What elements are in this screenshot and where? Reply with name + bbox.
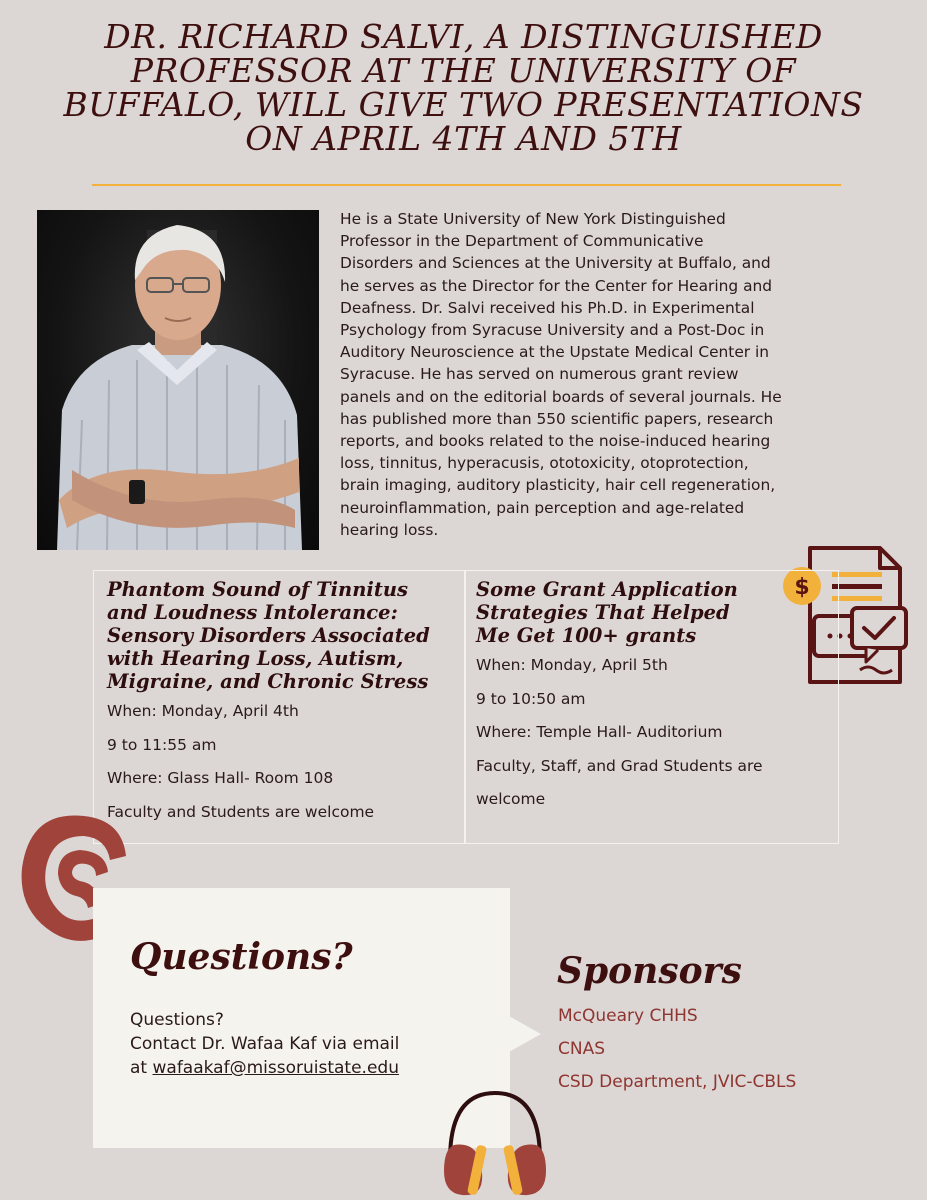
session-1-time: 9 to 11:55 am: [107, 735, 217, 754]
sponsor-item: CNAS: [558, 1039, 606, 1059]
sponsor-item: CSD Department, JVIC-CBLS: [558, 1072, 797, 1092]
headline-line-1: DR. RICHARD SALVI, A DISTINGUISHED: [104, 17, 823, 56]
session-2-audience: Faculty, Staff, and Grad Students are: [476, 756, 763, 775]
bio-line: Syracuse. He has served on numerous grant review: [340, 365, 739, 384]
portrait-photo: [37, 210, 319, 550]
sessions-divider: [464, 571, 466, 843]
bio-paragraph: [340, 208, 860, 541]
session-2-title-line: Some Grant Application: [476, 578, 738, 601]
bio-line: neuroinflammation, pain perception and age-related: [340, 498, 745, 517]
headphones-icon: [440, 1085, 550, 1200]
headline-line-2: PROFESSOR AT THE UNIVERSITY OF: [130, 51, 797, 90]
session-1-where: Where: Glass Hall- Room 108: [107, 769, 334, 788]
questions-line-2: Contact Dr. Wafaa Kaf via email: [130, 1034, 400, 1054]
bio-line: Disorders and Sciences at the University at Buffalo, and: [340, 254, 771, 273]
bio-line: he serves as the Director for the Center for Hearing and: [340, 276, 773, 295]
session-1-title-line: Phantom Sound of Tinnitus: [107, 578, 408, 601]
questions-heading: Questions?: [130, 936, 353, 978]
session-1-when: When: Monday, April 4th: [107, 702, 299, 720]
session-2: [476, 578, 776, 817]
callout-pointer: [509, 1016, 541, 1052]
portrait-illustration: [37, 210, 319, 550]
session-1-title-line: Migraine, and Chronic Stress: [107, 670, 429, 693]
questions-line-3: [130, 1056, 500, 1080]
session-1-audience: Faculty and Students are welcome: [107, 802, 375, 821]
bio-line: brain imaging, auditory plasticity, hair cell regeneration,: [340, 476, 776, 495]
headline-line-3: BUFFALO, WILL GIVE TWO PRESENTATIONS: [63, 85, 864, 124]
sessions-box: [93, 570, 839, 844]
bio-line: has published more than 550 scientific papers, research: [340, 409, 774, 428]
bio-line: Professor in the Department of Communicative: [340, 232, 704, 251]
session-1-title-line: Sensory Disorders Associated: [107, 624, 430, 647]
sponsors-heading: Sponsors: [557, 950, 742, 992]
session-2-title: [476, 578, 776, 647]
questions-text: [130, 1008, 500, 1080]
dollar-sign: $: [794, 575, 810, 600]
bio-line: Psychology from Syracuse University and a Post-Doc in: [340, 321, 765, 340]
sponsors-list: [558, 1000, 898, 1099]
gold-divider: [92, 184, 841, 186]
bio-line: reports, and books related to the noise-induced hearing: [340, 432, 771, 451]
email-link[interactable]: wafaakaf@missoruistate.edu: [152, 1058, 399, 1078]
headline-line-4: ON APRIL 4TH AND 5TH: [245, 119, 682, 158]
session-1-title-line: with Hearing Loss, Autism,: [107, 647, 404, 670]
session-1-title: [107, 578, 457, 693]
session-1-title-line: and Loudness Intolerance:: [107, 601, 398, 624]
session-2-where: Where: Temple Hall- Auditorium: [476, 723, 723, 742]
bio-line: He is a State University of New York Distinguished: [340, 210, 726, 228]
bio-line: hearing loss.: [340, 520, 439, 539]
questions-at: at: [130, 1058, 153, 1078]
sponsor-item: McQueary CHHS: [558, 1006, 698, 1026]
bio-line: loss, tinnitus, hyperacusis, ototoxicity, otoprotection,: [340, 454, 749, 473]
headline: [40, 17, 887, 158]
session-2-time: 9 to 10:50 am: [476, 689, 586, 708]
questions-line-1: Questions?: [130, 1010, 224, 1030]
session-2-when: When: Monday, April 5th: [476, 656, 668, 674]
bio-line: Deafness. Dr. Salvi received his Ph.D. in Experimental: [340, 298, 755, 317]
session-2-title-line: Strategies That Helped: [476, 601, 730, 624]
session-2-title-line: Me Get 100+ grants: [476, 624, 697, 647]
session-2-audience-cont: welcome: [476, 790, 546, 809]
bio-line: Auditory Neuroscience at the Upstate Medical Center in: [340, 343, 770, 362]
bio-line: panels and on the editorial boards of several journals. He: [340, 387, 782, 406]
session-1: [107, 578, 457, 829]
